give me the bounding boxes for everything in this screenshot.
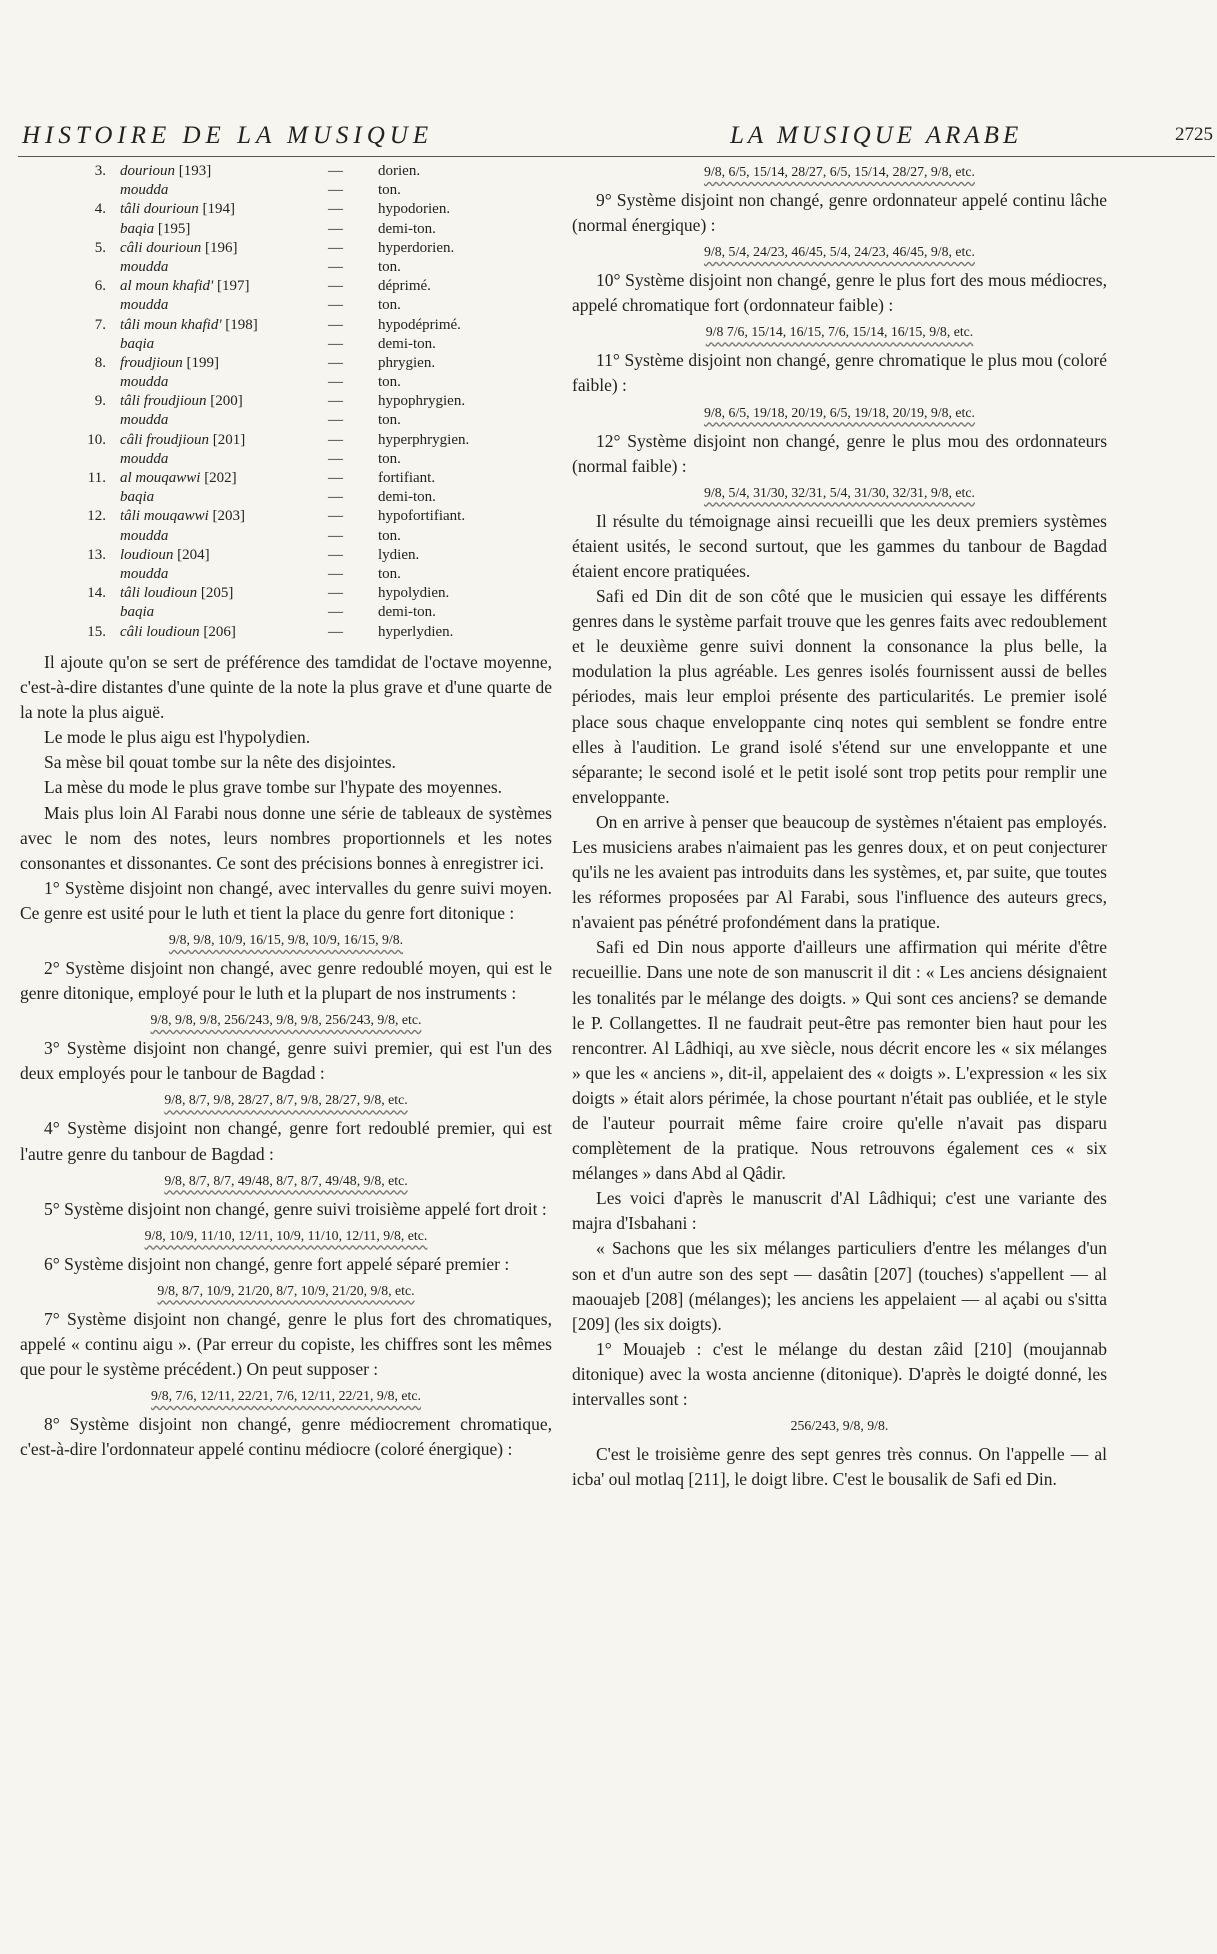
paragraph: Safi ed Din dit de son côté que le musicien qui essaye les différents genres dans le système parfait trouve que les genres faits avec redoublement et le deuxième genre suivi donnent la consonance la plus belle, la modulation la plus agréable. Les genres isolés fournissent aussi de belles périodes, mais leur emploi présente des particularités. Le premier isolé place sous chaque enveloppante cinq notes qui semblent se fondre entre elles à l'audition. Le grand isolé s'étend sur une enveloppante et une séparante; le second isolé et le petit isolé sont trop petits pour remplir une enveloppante. [572,586,1107,807]
mode-dash: — [328,546,343,563]
mode-note-text: tâli moun khafid' [120,316,222,333]
mode-greek-name: déprimé. [378,278,431,295]
mode-greek-name: hypodorien. [378,201,451,218]
mode-reference: [193] [178,163,212,179]
system-2-ratios: 9/8, 9/8, 9/8, 256/243, 9/8, 9/8, 256/243, 9/8, etc. [150,1012,422,1028]
mode-note-text: loudioun [120,546,174,563]
system-8-ratios: 9/8, 6/5, 15/14, 28/27, 6/5, 15/14, 28/27, 9/8, etc. [704,164,975,179]
mode-number: 6. [94,278,106,295]
mode-greek-name: ton. [378,258,401,275]
mode-dash: — [328,354,343,371]
mode-number: 13. [87,546,106,563]
system-6-ratios: 9/8, 8/7, 10/9, 21/20, 8/7, 10/9, 21/20, 9/8, etc. [157,1282,415,1298]
table-row [108,258,552,277]
mode-note-name [120,527,168,546]
system-9-description: 9° Système disjoint non changé, genre ordonnateur appelé continu lâche (normal énergique) : [572,190,1107,236]
system-7-description: 7° Système disjoint non changé, genre le plus fort des chromatiques, appelé « continu aigu ». (Par erreur du copiste, les chiffres sont les mêmes que pour le système précédent.) On peut supposer : [20,1308,552,1379]
system-11-description: 11° Système disjoint non changé, genre chromatique le plus mou (coloré faible) : [572,350,1107,396]
paragraph: Safi ed Din nous apporte d'ailleurs une affirmation qui mérite d'être recueillie. Dans une note de son manuscrit il dit : « Les anciens désignaient les tonalités par le mélange des doigts. » Qui sont ces anciens? se demande le P. Collangettes. Il ne faudrait peut-être pas remonter bien haut pour les rencontrer. Al Lâdhiqi, au xve siècle, nous décrit encore les « six mélanges » que les « anciens », dit-il, appelaient des « doigts ». L'expression « les six doigts » était alors périmée, la chose pourtant n'était pas oubliée, et le style de l'auteur pourrait même faire croire qu'elle n'avait pas disparu complètement de la pratique. Nous retrouvons également ces « six mélanges » dans Abd al Qâdir. [572,937,1107,1184]
mode-greek-name: hypolydien. [378,585,450,602]
left-column [20,162,552,1462]
mode-reference: [204] [177,546,210,563]
mode-reference: [195] [157,220,191,237]
table-row [108,181,552,200]
system-9-ratios: 9/8, 5/4, 24/23, 46/45, 5/4, 24/23, 46/45, 9/8, etc. [704,244,975,260]
paragraph: 1° Mouajeb : c'est le mélange du destan zâid [210] (moujannab ditonique) avec la wosta ancienne (ditonique). D'après le doigté donné, les intervalles sont : [572,1338,1107,1410]
table-row [108,296,552,315]
mode-reference: [199] [186,354,220,371]
table-row [87,507,552,526]
mode-dash: — [328,431,343,448]
right-column [572,162,1107,1492]
system-5-ratios: 9/8, 10/9, 11/10, 12/11, 10/9, 11/10, 12/11, 9/8, etc. [144,1227,428,1243]
mode-dash: — [328,585,343,602]
mode-number: 12. [87,508,106,525]
mode-greek-name: ton. [378,374,401,391]
page-number: 2725 [1175,124,1213,145]
mode-dash: — [328,374,343,391]
mode-greek-name: dorien. [378,163,421,179]
mode-greek-name: ton. [378,412,401,429]
mode-note-name [120,411,168,430]
mode-greek-name: hypofortifiant. [378,508,466,525]
mode-note-name [120,220,190,239]
table-row [108,373,552,392]
mode-greek-name: hypodéprimé. [378,316,461,333]
mode-note-name [120,392,243,411]
mode-dash: — [328,335,343,352]
table-row [94,316,552,335]
mode-note-name [120,431,245,450]
mode-greek-name: ton. [378,565,401,582]
mode-greek-name: demi-ton. [378,489,436,506]
table-row [94,277,552,296]
mode-greek-name: hyperphrygien. [378,431,470,448]
table-row [94,354,552,373]
mode-dash: — [328,278,343,295]
mode-note-text: moudda [120,374,169,391]
mode-greek-name: hyperdorien. [378,239,455,256]
mode-dash: — [328,220,343,237]
paragraph: Les voici d'après le manuscrit d'Al Lâdhiqui; c'est une variante des majra d'Isbahani : [572,1188,1107,1234]
mode-reference: [203] [212,508,246,525]
mode-number: 8. [94,354,106,371]
quotation-paragraph: « Sachons que les six mélanges particuliers d'entre les mélanges d'un son et d'un autre son des sept — dasâtin [207] (touches) s'appellent — al maouajeb [208] (mélanges); les anciens les appelaient — al açabi ou s'sitta [209] (les six doigts). [572,1238,1107,1334]
mode-reference: [198] [225,316,258,333]
table-row [108,527,552,546]
mode-dash: — [328,297,343,314]
mode-greek-name: ton. [378,297,401,314]
header-right-title: LA MUSIQUE ARABE [730,122,1023,149]
mode-dash: — [328,258,343,275]
system-10-description: 10° Système disjoint non changé, genre le plus fort des mous médiocres, appelé chromatique fort (ordonnateur faible) : [572,270,1107,316]
mode-greek-name: ton. [378,527,401,544]
mode-note-text: moudda [120,258,169,275]
header-rule [18,156,1215,157]
mode-note-name [120,239,238,258]
table-row [108,565,552,584]
mode-dash: — [328,565,343,582]
system-2-description: 2° Système disjoint non changé, avec genre redoublé moyen, qui est le genre ditonique, employé pour le luth et la plupart de nos instruments : [20,958,552,1004]
mode-reference: [194] [202,201,236,218]
mode-note-text: tâli dourioun [120,201,199,218]
mode-note-name [120,603,154,622]
mode-note-name [120,162,211,181]
mode-note-text: froudjioun [120,354,183,371]
mode-note-name [120,335,154,354]
table-row [94,162,552,181]
table-row [94,200,552,219]
mode-greek-name: demi-ton. [378,220,436,237]
mode-note-name [120,584,233,603]
mode-note-name [120,623,236,642]
table-row [108,603,552,622]
mode-dash: — [328,412,343,429]
mode-note-text: tâli froudjioun [120,393,207,410]
mode-number: 4. [94,201,106,218]
mode-number: 10. [87,431,106,448]
mode-note-name [120,450,168,469]
mode-dash: — [328,316,343,333]
system-1-description: 1° Système disjoint non changé, avec intervalles du genre suivi moyen. Ce genre est usité pour le luth et tient la place du genre fort ditonique : [20,877,552,923]
mode-reference: [202] [204,470,237,486]
table-row [87,584,552,603]
paragraph: Il ajoute qu'on se sert de préférence des tamdidat de l'octave moyenne, c'est-à-dire distantes d'une quinte de la note la plus grave et d'une quarte de la note la plus aiguë. [20,652,552,723]
mode-note-text: al moun khafid' [120,278,214,295]
mode-note-text: moudda [120,527,169,544]
mode-reference: [200] [210,393,243,410]
mode-greek-name: demi-ton. [378,604,436,621]
system-4-description: 4° Système disjoint non changé, genre fort redoublé premier, qui est l'autre genre du tanbour de Bagdad : [20,1118,552,1164]
mode-note-name [120,258,168,277]
mode-dash: — [328,527,343,544]
mode-greek-name: ton. [378,450,401,467]
mode-note-name [120,200,235,219]
table-row [108,335,552,354]
table-row [108,450,552,469]
mode-note-text: moudda [120,565,169,582]
system-6-description: 6° Système disjoint non changé, genre fort appelé séparé premier : [44,1253,510,1274]
system-12-ratios: 9/8, 5/4, 31/30, 32/31, 5/4, 31/30, 32/31, 9/8, etc. [704,484,975,500]
mode-reference: [197] [216,278,250,295]
mode-greek-name: hypophrygien. [378,393,466,410]
mode-dash: — [328,450,343,467]
mode-note-name [120,488,154,507]
mode-note-name [120,546,210,565]
running-header [0,122,1217,152]
paragraph: C'est le troisième genre des sept genres très connus. On l'appelle — al icba' oul motlaq [211], le doigt libre. C'est le bousalik de Safi ed Din. [572,1444,1107,1490]
mode-note-name [120,316,258,335]
mode-greek-name: demi-ton. [378,335,436,352]
system-3-ratios: 9/8, 8/7, 9/8, 28/27, 8/7, 9/8, 28/27, 9/8, etc. [164,1092,408,1108]
mode-note-name [120,181,168,200]
paragraph: Le mode le plus aigu est l'hypolydien. [44,727,311,748]
mode-greek-name: fortifiant. [378,470,436,486]
modes-table [87,162,552,650]
mode-note-name [120,296,168,315]
mode-note-name [120,469,237,488]
mode-number: 11. [87,470,106,486]
table-row [108,488,552,507]
mode-dash: — [328,604,343,621]
mode-note-text: moudda [120,182,169,199]
table-row [94,392,552,411]
mode-dash: — [328,201,343,218]
table-row [94,239,552,258]
mode-note-text: baqia [120,220,155,237]
mode-number: 7. [94,316,106,333]
mode-reference: [205] [200,585,234,602]
system-5-description: 5° Système disjoint non changé, genre suivi troisième appelé fort droit : [44,1198,547,1219]
mode-note-text: al mouqawwi [120,470,201,486]
table-row [87,623,552,642]
system-4-ratios: 9/8, 8/7, 8/7, 49/48, 8/7, 8/7, 49/48, 9/8, etc. [164,1172,408,1188]
mode-note-text: câli dourioun [120,239,202,256]
mode-note-text: tâli mouqawwi [120,508,209,525]
mode-note-name [120,565,168,584]
mode-dash: — [328,182,343,199]
mode-greek-name: ton. [378,182,401,199]
mode-note-name [120,277,249,296]
mode-note-text: moudda [120,450,169,467]
table-row [108,411,552,430]
mode-note-text: baqia [120,335,155,352]
table-row [87,546,552,565]
paragraph: Mais plus loin Al Farabi nous donne une série de tableaux de systèmes avec le nom des notes, leurs nombres proportionnels et les notes consonantes et dissonantes. Ce sont des précisions bonnes à enregistrer ici. [20,802,552,873]
mode-note-text: baqia [120,489,155,506]
system-11-ratios: 9/8, 6/5, 19/18, 20/19, 6/5, 19/18, 20/19, 9/8, etc. [704,404,975,420]
mode-note-text: tâli loudioun [120,585,198,602]
table-row [87,431,552,450]
mode-reference: [196] [205,239,238,256]
mode-dash: — [328,393,343,410]
mode-number: 5. [94,239,106,256]
mode-note-text: dourioun [120,163,176,179]
mode-greek-name: lydien. [378,546,420,563]
mode-greek-name: hyperlydien. [378,623,454,640]
mode-number: 9. [94,393,106,410]
mode-greek-name: phrygien. [378,354,436,371]
mode-dash: — [328,623,343,640]
mode-dash: — [328,470,343,486]
paragraph: Sa mèse bil qouat tombe sur la nête des disjointes. [44,752,396,773]
system-10-ratios: 9/8 7/6, 15/14, 16/15, 7/6, 15/14, 16/15, 9/8, etc. [705,324,974,340]
paragraph: On en arrive à penser que beaucoup de systèmes n'étaient pas employés. Les musiciens arabes n'aimaient pas les genres doux, et on peut conjecturer qu'ils ne les avaient pas introduits dans les systèmes, et, par suite, que toutes les réformes proposées par Al Farabi, sous l'influence des auteurs grecs, n'avaient pas pénétré profondément dans la pratique. [572,811,1107,933]
mode-reference: [201] [212,431,246,448]
table-row [108,220,552,239]
paragraph: La mèse du mode le plus grave tombe sur l'hypate des moyennes. [44,777,503,798]
mode-note-text: moudda [120,297,169,314]
mode-note-name [120,354,219,373]
mode-note-text: câli loudioun [120,623,200,640]
mode-note-text: câli froudjioun [120,431,210,448]
mode-dash: — [328,163,343,179]
system-12-description: 12° Système disjoint non changé, genre le plus mou des ordonnateurs (normal faible) : [572,430,1107,476]
mouajeb-intervals: 256/243, 9/8, 9/8. [790,1418,889,1434]
header-left-title: HISTOIRE DE LA MUSIQUE [22,122,434,149]
mode-note-text: moudda [120,412,169,429]
mode-note-name [120,507,245,526]
system-3-description: 3° Système disjoint non changé, genre suivi premier, qui est l'un des deux employés pour le tanbour de Bagdad : [20,1038,552,1084]
mode-note-name [120,373,168,392]
mode-number: 14. [87,585,106,602]
mode-note-text: baqia [120,604,155,621]
mode-reference: [206] [203,623,236,640]
mode-dash: — [328,239,343,256]
table-row [87,469,552,488]
paragraph: Il résulte du témoignage ainsi recueilli que les deux premiers systèmes étaient usités, le second surtout, que les gammes du tanbour de Bagdad étaient encore pratiquées. [572,510,1107,581]
system-1-ratios: 9/8, 9/8, 10/9, 16/15, 9/8, 10/9, 16/15, 9/8. [168,932,404,948]
mode-dash: — [328,489,343,506]
system-7-ratios: 9/8, 7/6, 12/11, 22/21, 7/6, 12/11, 22/21, 9/8, etc. [151,1388,421,1404]
mode-number: 15. [87,623,106,640]
mode-number: 3. [94,163,106,179]
system-8-description: 8° Système disjoint non changé, genre médiocrement chromatique, c'est-à-dire l'ordonnateur appelé continu médiocre (coloré énergique) : [20,1414,552,1460]
mode-dash: — [328,508,343,525]
